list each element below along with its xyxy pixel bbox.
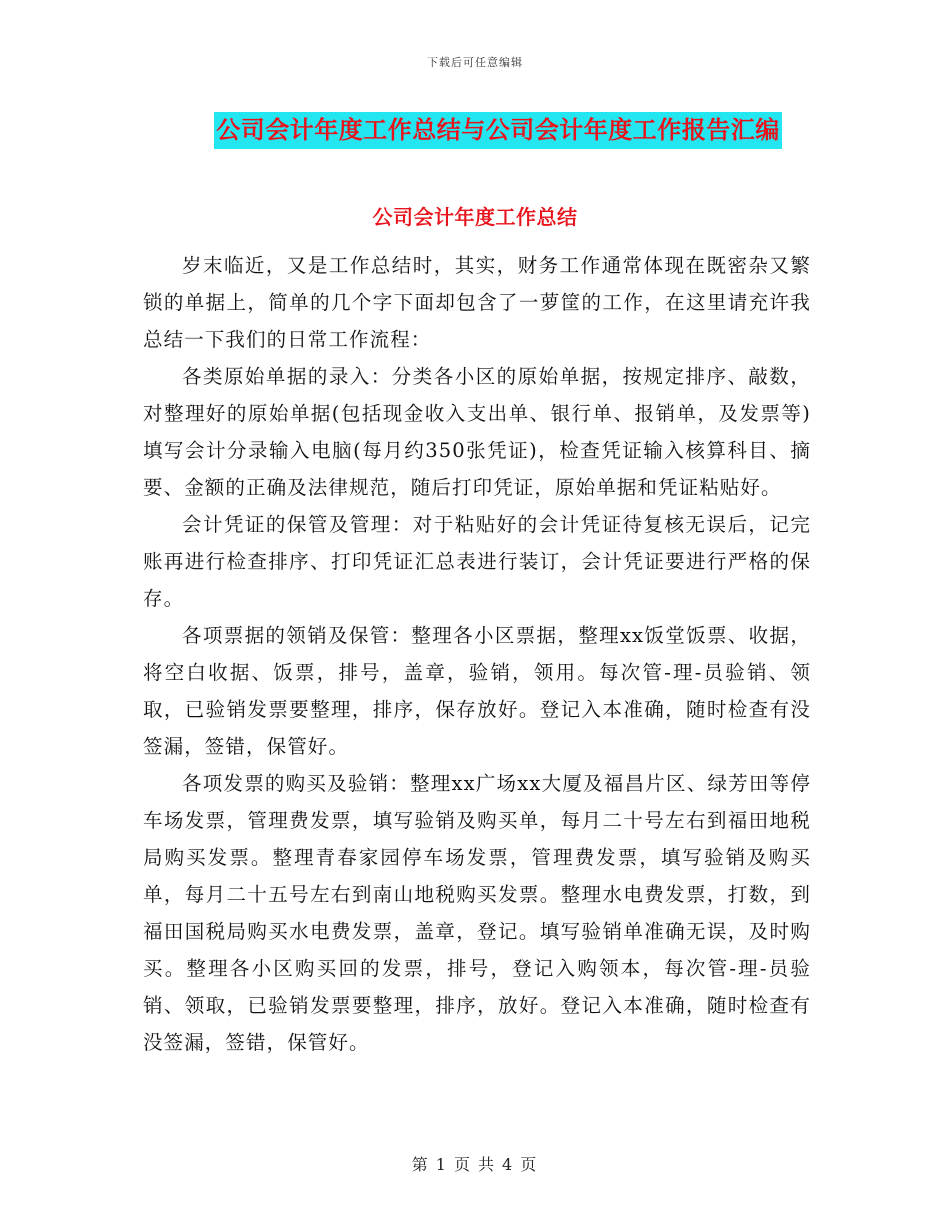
paragraph-invoice-purchase: 各项发票的购买及验销：整理xx广场xx大厦及福昌片区、绿芳田等停车场发票，管理费发票，填写验销及购买单，每月二十号左右到福田地税局购买发票。整理青春家园停车场发票，管理费发票，填写验销及购买单，每月二十五号左右到南山地税购买发票。整理水电费发票，打数，到福田国税局购买水电费发票，盖章，登记。填写验销单准确无误，及时购买。整理各小区购买回的发票，排号，登记入购领本，每次管-理-员验销、领取，已验销发票要整理，排序，放好。登记入本准确，随时检查有没签漏，签错，保管好。 [143,772,811,1054]
body-text [143,247,811,1061]
section-title: 公司会计年度工作总结 [372,205,578,229]
main-title-container [0,112,950,149]
page-footer [0,1152,950,1175]
footer-page-mid: 页 [453,1155,472,1174]
footer-page-prefix: 第 [411,1155,430,1174]
paragraph-voucher-storage: 会计凭证的保管及管理：对于粘贴好的会计凭证待复核无误后，记完账再进行检查排序、打印凭证汇总表进行装订，会计凭证要进行严格的保存。 [143,513,811,610]
footer-total-pages: 4 [502,1155,515,1174]
footer-current-page: 1 [435,1155,448,1174]
footer-page-suffix: 页 [520,1155,539,1174]
header-note: 下载后可任意编辑 [427,56,523,69]
paragraph-receipt-management: 各项票据的领销及保管：整理各小区票据，整理xx饭堂饭票、收据，将空白收据、饭票，排号，盖章，验销，领用。每次管-理-员验销、领取，已验销发票要整理，排序，保存放好。登记入本准确，随时检查有没签漏，签错，保管好。 [143,624,811,758]
paragraph-voucher-entry: 各类原始单据的录入：分类各小区的原始单据，按规定排序、敲数，对整理好的原始单据(包括现金收入支出单、银行单、报销单，及发票等)填写会计分录输入电脑(每月约350张凭证)，检查凭证输入核算科目、摘要、金额的正确及法律规范，随后打印凭证，原始单据和凭证粘贴好。 [143,365,811,499]
main-title: 公司会计年度工作总结与公司会计年度工作报告汇编 [214,112,782,149]
paragraph-intro: 岁末临近，又是工作总结时，其实，财务工作通常体现在既密杂又繁锁的单据上，简单的几个字下面却包含了一萝筐的工作，在这里请充许我总结一下我们的日常工作流程： [143,254,811,351]
footer-total-prefix: 共 [478,1155,497,1174]
